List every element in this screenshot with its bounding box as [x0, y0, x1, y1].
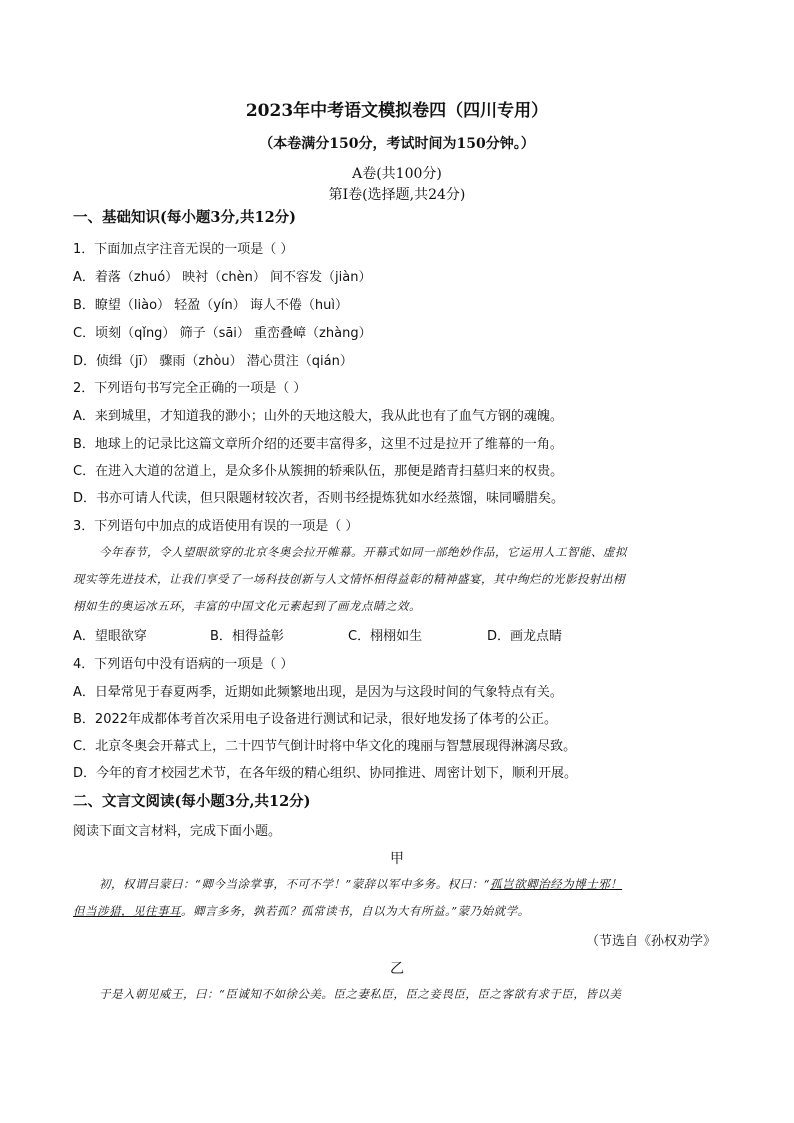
passage-jia-line-2-text: 。卿言多务，孰若孤？孤常读书，自以为大有所益。”蒙乃始就学。	[181, 904, 530, 918]
exam-subtitle: （本卷满分150分，考试时间为150分钟。）	[259, 136, 535, 152]
q3-passage-line-3: 栩如生的奥运冰五环，丰富的中国文化元素起到了画龙点睛之效。	[73, 599, 421, 613]
q4-option-b: B．2022年成都体考首次采用电子设备进行测试和记录，很好地发扬了体考的公正。	[73, 712, 558, 727]
q3-option-c: C．栩栩如生	[348, 629, 423, 644]
passage-jia-underlined-1: 孤岂欲卿治经为博士邪！	[490, 877, 623, 891]
q1-option-a: A．着落（zhuó） 映衬（chèn） 间不容发（jiàn）	[73, 270, 372, 285]
q4-option-d: D．今年的育才校园艺术节，在各年级的精心组织、协同推进、周密计划下，顺利开展。	[73, 766, 578, 781]
q3-passage-line-1: 今年春节，令人望眼欲穿的北京冬奥会拉开帷幕。开幕式如同一部绝妙作品，它运用人工智能、虚拟	[99, 545, 627, 559]
passage-jia-line-1	[99, 876, 749, 892]
section2-heading: 二、文言文阅读(每小题3分,共12分)	[73, 793, 311, 810]
exam-title: 2023年中考语文模拟卷四（四川专用）	[245, 101, 549, 121]
q3-option-a: A．望眼欲穿	[73, 629, 147, 644]
q1-stem: 1．下面加点字注音无误的一项是（ ）	[73, 242, 294, 257]
q4-option-c: C．北京冬奥会开幕式上，二十四节气倒计时将中华文化的瑰丽与智慧展现得淋漓尽致。	[73, 739, 577, 754]
section1-heading: 一、基础知识(每小题3分,共12分)	[73, 209, 297, 226]
q3-options	[73, 625, 562, 644]
q3-option-b: B．相得益彰	[210, 629, 284, 644]
q4-option-a: A．日晕常见于春夏两季，近期如此频繁地出现，是因为与这段时间的气象特点有关。	[73, 685, 563, 700]
q4-stem: 4．下列语句中没有语病的一项是（ ）	[73, 657, 294, 672]
q2-option-a: A．来到城里，才知道我的渺小；山外的天地这般大，我从此也有了血气方钢的魂魄。	[73, 409, 563, 424]
section2-instruction: 阅读下面文言材料，完成下面小题。	[73, 824, 282, 839]
volume-1-heading: 第Ⅰ卷(选择题,共24分)	[328, 187, 466, 203]
passage-jia-source: （节选自《孙权劝学》	[585, 934, 716, 949]
q3-option-d: D．画龙点睛	[487, 629, 563, 644]
q2-option-d: D．书亦可请人代读，但只限题材较次者，否则书经提炼犹如水经蒸馏，味同嚼腊矣。	[73, 491, 565, 506]
passage-jia-label: 甲	[390, 851, 404, 867]
q3-passage-line-2: 现实等先进技术，让我们享受了一场科技创新与人文情怀相得益彰的精神盛宴，其中绚烂的光影投射出栩	[73, 572, 625, 586]
q2-option-b: B．地球上的记录比这篇文章所介绍的还要丰富得多，这里不过是拉开了维幕的一角。	[73, 437, 563, 452]
q1-option-b: B．瞭望（liào） 轻盈（yín） 诲人不倦（huì）	[73, 298, 348, 313]
q1-option-c: C．顷刻（qǐng） 筛子（sāi） 重峦叠嶂（zhàng）	[73, 326, 372, 341]
passage-yi-label: 乙	[390, 961, 404, 977]
q1-option-d: D．侦缉（jī） 骤雨（zhòu） 潜心贯注（qián）	[73, 354, 353, 369]
q2-stem: 2．下列语句书写完全正确的一项是（ ）	[73, 381, 307, 396]
q2-option-c: C．在进入大道的岔道上，是众多仆从簇拥的轿乘队伍，那便是踏青扫墓归来的权贵。	[73, 464, 564, 479]
q3-stem: 3．下列语句中加点的成语使用有误的一项是（ ）	[73, 519, 359, 534]
passage-jia-line-2	[73, 903, 723, 919]
passage-jia-line-1-text: 初，权谓吕蒙曰：“卿今当涂掌事，不可不学！”蒙辞以军中多务。权曰：“	[99, 877, 491, 891]
passage-yi-line-1: 于是入朝见威王，曰：“臣诚知不如徐公美。臣之妻私臣，臣之妾畏臣，臣之客欲有求于臣，皆以美	[99, 987, 622, 1001]
passage-jia-underlined-2: 但当涉猎，见往事耳	[73, 904, 181, 918]
part-a-heading: A卷(共100分)	[352, 166, 442, 182]
